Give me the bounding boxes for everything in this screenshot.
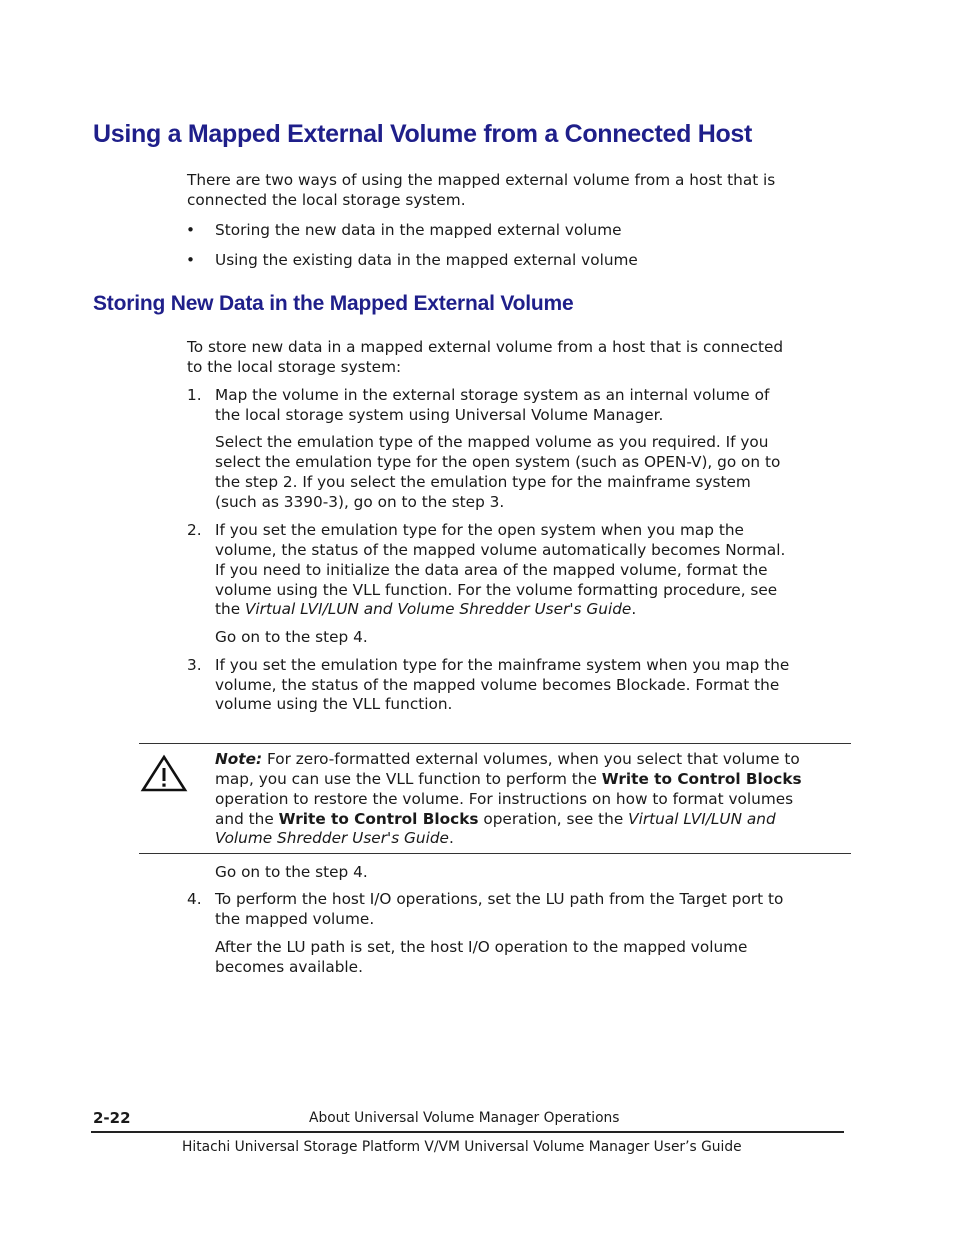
step-1-para-line-3: the step 2. If you select the emulation type for the mainframe system [215,473,751,491]
step-2-line-3: If you need to initialize the data area of the mapped volume, format the [215,561,768,579]
note-guide-reference-cont: Volume Shredder User's Guide [215,829,449,847]
note-line-4-c: operation, see the [478,810,629,828]
after-note-goto: Go on to the step 4. [215,863,368,881]
step-4-number: 4. [187,890,202,908]
chapter-title: About Universal Volume Manager Operations [309,1110,620,1126]
page-number: 2-22 [93,1109,131,1127]
subsection-intro-line-2: to the local storage system: [187,358,402,376]
step-3-number: 3. [187,656,202,674]
step-1-para-line-2: select the emulation type for the open system (such as OPEN-V), go on to [215,453,781,471]
step-2-goto: Go on to the step 4. [215,628,368,646]
step-1-para-line-4: (such as 3390-3), go on to the step 3. [215,493,505,511]
step-4-para-line-2: becomes available. [215,958,363,976]
step-2-line-5 [215,599,636,619]
warning-triangle-icon [140,754,188,794]
step-4-line-2: the mapped volume. [215,910,375,928]
bullet-item-2: Using the existing data in the mapped external volume [215,251,638,269]
step-2-line-5-suffix: . [631,600,637,618]
book-title: Hitachi Universal Storage Platform V/VM Universal Volume Manager User’s Guide [182,1139,742,1155]
step-1-para-line-1: Select the emulation type of the mapped volume as you required. If you [215,433,769,451]
guide-title-reference: Virtual LVI/LUN and Volume Shredder User's Guide [244,600,632,618]
step-2-number: 2. [187,521,202,539]
step-2-line-1: If you set the emulation type for the open system when you map the [215,521,744,539]
step-3-line-1: If you set the emulation type for the mainframe system when you map the [215,656,790,674]
note-line-5-suffix: . [448,829,454,847]
section-intro-line-1: There are two ways of using the mapped external volume from a host that is [187,171,776,189]
note-command-name: Write to Control Blocks [278,810,479,828]
bullet-marker: • [186,221,196,239]
bullet-marker: • [186,251,196,269]
note-guide-reference: Virtual LVI/LUN and [628,810,776,828]
subsection-title: Storing New Data in the Mapped External Volume [93,292,574,315]
bullet-item-1: Storing the new data in the mapped external volume [215,221,622,239]
step-3-line-2: volume, the status of the mapped volume becomes Blockade. Format the [215,676,780,694]
step-2-line-2: volume, the status of the mapped volume automatically becomes Normal. [215,541,786,559]
step-2-line-5-prefix: the [215,600,245,618]
note-line-4 [215,809,776,829]
section-intro-line-2: connected the local storage system. [187,191,466,209]
note-line-4-a: and the [215,810,279,828]
footer-rule [91,1131,844,1133]
step-3-line-3: volume using the VLL function. [215,695,453,713]
note-line-5 [215,828,454,848]
note-line-1 [215,749,800,769]
note-top-rule [139,743,851,744]
note-line-3: operation to restore the volume. For instructions on how to format volumes [215,790,794,808]
note-line-1-text: For zero-formatted external volumes, when you select that volume to [262,750,800,768]
step-1-line-2: the local storage system using Universal Volume Manager. [215,406,664,424]
step-4-para-line-1: After the LU path is set, the host I/O operation to the mapped volume [215,938,748,956]
note-command-name: Write to Control Blocks [601,770,802,788]
step-1-line-1: Map the volume in the external storage system as an internal volume of [215,386,770,404]
section-title: Using a Mapped External Volume from a Connected Host [93,120,753,148]
step-4-line-1: To perform the host I/O operations, set the LU path from the Target port to [215,890,784,908]
note-bottom-rule [139,853,851,854]
step-2-line-4: volume using the VLL function. For the volume formatting procedure, see [215,581,778,599]
step-1-number: 1. [187,386,202,404]
note-line-2-text: map, you can use the VLL function to perform the [215,770,602,788]
subsection-intro-line-1: To store new data in a mapped external volume from a host that is connected [187,338,784,356]
note-line-2 [215,769,802,789]
note-label: Note: [215,750,263,768]
